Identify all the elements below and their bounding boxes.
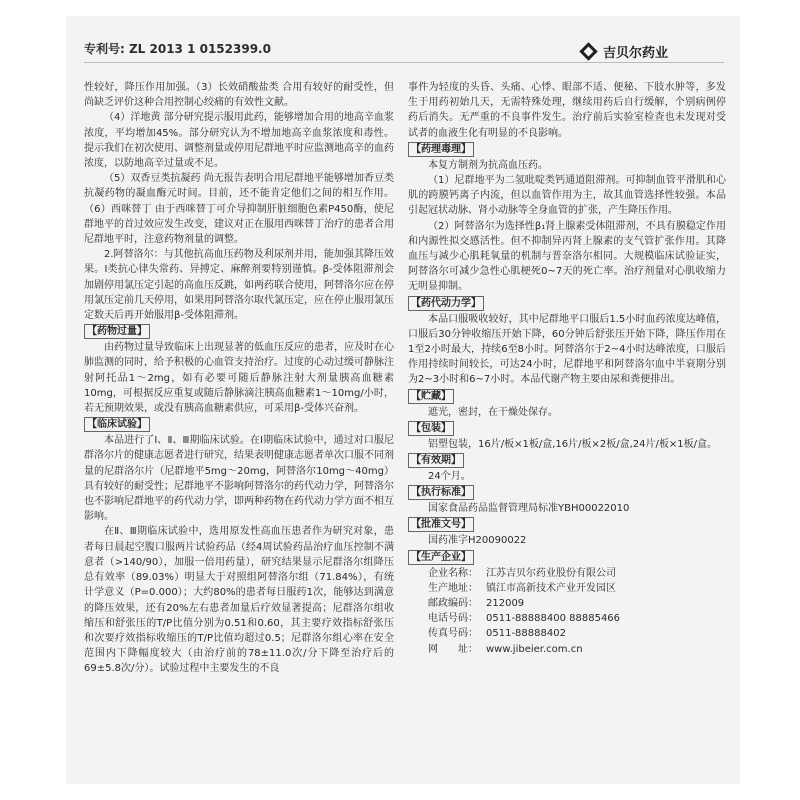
interaction-paragraph-4: 2.阿替洛尔：与其他抗高血压药物及利尿剂并用，能加强其降压效果。Ⅰ类抗心律失常药、异搏定、麻醉剂要特别谨慎。β-受体阻滞剂会加剧停用氯压定引起的高血压反跳，如两药联合使用，阿替洛尔应在停用氯压定前几天停用，如果用阿替洛尔取代氯压定，应在停止服用氯压定数天后再开始服用β-受体阻滞剂。: [84, 249, 394, 322]
storage-text: 遮光，密封，在干燥处保存。: [428, 406, 558, 418]
manufacturer-fax-row: 传真号码： 0511-88888402: [428, 628, 566, 640]
manufacturer-name-row: 企业名称： 江苏吉贝尔药业股份有限公司: [428, 567, 616, 579]
pharmacokinetics-paragraph: 本品口服吸收较好，其中尼群地平口服后1.5小时血药浓度达峰值，口服后30分钟收缩压开始下降，60分钟后舒张压开始下降，降压作用在1至2小时最大，持续6至8小时。阿替洛尔于2~4小时达峰浓度，口服后作用持续时间较长，可达24小时，尼群地平和阿替洛尔血中半衰期分别为2~3小时和6~7小时。本品代谢产物主要由尿和粪便排出。: [408, 313, 726, 386]
company-logo: [582, 42, 668, 61]
section-heading-pharmacology: 【药理毒理】: [408, 142, 474, 157]
interaction-paragraph-2: （4）洋地黄 部分研究提示服用此药，能够增加合用的地高辛血浆浓度，平均增加45%。部分研究认为不增加地高辛血浆浓度和毒性。提示我们在初次使用、调整剂量或停用尼群地平时应监测地高辛的血药浓度，以防地高辛过量或不足。: [84, 112, 394, 170]
manufacturer-address-row: 生产地址： 镇江市高新技术产业开发园区: [428, 582, 616, 594]
clinical-trial-paragraph-1: 本品进行了Ⅰ、Ⅱ、Ⅲ期临床试验。在Ⅰ期临床试验中，通过对口服尼群洛尔片的健康志愿者进行研究，结果表明健康志愿者单次口服不同剂量的尼群洛尔片（尼群地平5mg～20mg，阿替洛尔10mg～40mg）具有较好的耐受性；尼群地平不影响阿替洛尔的药代动力学，阿替洛尔也不影响尼群地平的药代动力学，即两种药物在药代动力学方面不相互影响。: [84, 435, 394, 523]
right-column: [408, 80, 726, 657]
standard-text: 国家食品药品监督管理局标准YBH00022010: [428, 503, 630, 515]
validity-text: 24个月。: [428, 471, 471, 483]
header-divider: [84, 62, 724, 63]
pharmacology-nitrendipine: （1）尼群地平为二氢吡啶类钙通道阻滞剂。可抑制血管平滑肌和心肌的跨膜钙离子内流，但以血管作用为主，故其血管选择性较强。本品引起冠状动脉、肾小动脉等全身血管的扩张，产生降压作用。: [408, 175, 726, 217]
manufacturer-phone-row: 电话号码： 0511-88888400 88885466: [428, 613, 621, 625]
interaction-paragraph-1: 性较好，降压作用加强。（3）长效硝酸盐类 合用有较好的耐受性，但尚缺乏评价这种合用控制心绞痛的有效性文献。: [84, 82, 394, 109]
overdose-paragraph: 由药物过量导致临床上出现显著的低血压反应的患者，应及时在心肺监测的同时，给予积极的心血管支持治疗。过度的心动过缓可静脉注射阿托品1～2mg，如有必要可随后静脉注射大剂量胰高血糖素10mg，可根据反应重复或随后静脉滴注胰高血糖素1～10mg/小时，若无预期效果，或没有胰高血糖素供应，可采用β-受体兴奋剂。: [84, 342, 394, 415]
logo-diamond-icon: [579, 42, 597, 60]
adverse-events-paragraph: 事件为轻度的头昏、头痛、心悸、眼部不适、便秘、下肢水肿等，多发生于用药初始几天，无需特殊处理，继续用药后自行缓解，个别病例停药后消失。无严重的不良事件发生。治疗前后实验室检查也未发现对受试者的血液生化有明显的不良影响。: [408, 82, 726, 139]
interaction-paragraph-3: （5）双香豆类抗凝药 尚无报告表明合用尼群地平能够增加香豆类抗凝药物的凝血酶元时间。目前，还不能肯定他们之间的相互作用。（6）西咪替丁 由于西咪替丁可介导抑制肝脏细胞色素P450酶，使尼群地平的首过效应发生改变，建议对正在服用西咪替丁治疗的患者合用尼群地平时，注意药物剂量的调整。: [84, 173, 394, 246]
section-heading-standard: 【执行标准】: [408, 485, 474, 500]
pharmacology-intro: 本复方制剂为抗高血压药。: [428, 159, 548, 171]
manufacturer-website-row: 网 址： www.jibeier.com.cn: [428, 643, 583, 655]
logo-text: 吉贝尔药业: [603, 46, 669, 61]
section-heading-approval: 【批准文号】: [408, 517, 474, 532]
section-heading-pharmacokinetics: 【药代动力学】: [408, 296, 484, 311]
package-text: 铝塑包装，16片/板×1板/盒,16片/板×2板/盒,24片/板×1板/盒。: [428, 438, 717, 450]
section-heading-overdose: 【药物过量】: [84, 324, 150, 339]
section-heading-clinical-trial: 【临床试验】: [84, 417, 150, 432]
left-column: [84, 80, 394, 677]
clinical-trial-paragraph-2: 在Ⅱ、Ⅲ期临床试验中，选用原发性高血压患者作为研究对象，患者每日晨起空腹口服两片试验药品（经4周试验药品治疗血压控制不满意者（>140/90），加服一倍用药量），研究结果显示尼群洛尔组降压总有效率（89.03%）明显大于对照组阿替洛尔组（71.84%），有统计学意义（P=0.000）；大约80%的患者每日服药1次，能够达到满意的降压效果，还有20%左右患者加量后疗效显著提高；尼群洛尔组收缩压和舒张压的T/P比值分别为0.51和0.60，其主要疗效指标舒张压和次要疗效指标收缩压的T/P比值均超过0.5；尼群洛尔组心率在安全范围内下降幅度较大（由治疗前的78±11.0次/分下降至治疗后的69±5.8次/分）。试验过程中主要发生的不良: [84, 526, 394, 675]
manufacturer-zip-row: 邮政编码： 212009: [428, 598, 525, 610]
section-heading-package: 【包装】: [408, 421, 454, 436]
section-heading-manufacturer: 【生产企业】: [408, 550, 474, 565]
approval-text: 国药准字H20090022: [428, 535, 527, 547]
pharmacology-atenolol: （2）阿替洛尔为选择性β₁肾上腺素受体阻滞剂，不具有膜稳定作用和内源性拟交感活性。但不抑制异丙肾上腺素的支气管扩张作用。其降血压与减少心肌耗氧量的机制与普奈洛尔相同。大规模临床试验证实，阿替洛尔可减少急性心肌梗死0~7天的死亡率。治疗剂量对心肌收缩力无明显抑制。: [408, 220, 726, 293]
patent-number: 专利号: ZL 2013 1 0152399.0: [84, 42, 271, 56]
section-heading-storage: 【贮藏】: [408, 389, 454, 404]
section-heading-validity: 【有效期】: [408, 453, 464, 468]
